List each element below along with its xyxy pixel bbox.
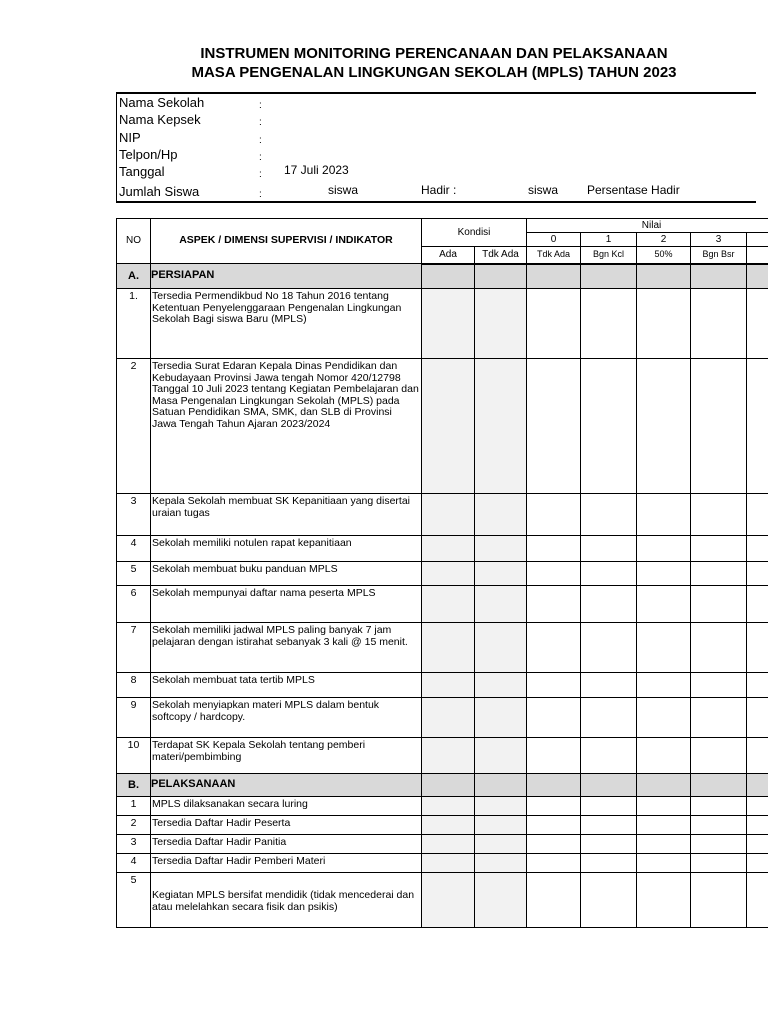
table-row [117,289,768,359]
section-title: PERSIAPAN [151,264,422,289]
cell-score-2[interactable] [637,873,691,928]
cell-score-2[interactable] [637,494,691,536]
cell-ada[interactable] [422,494,475,536]
cell-score-0[interactable] [527,586,581,623]
cell [691,774,747,797]
cell-score-0[interactable] [527,623,581,673]
score-label-1: Bgn Kcl [581,247,637,264]
cell-tdk-ada[interactable] [475,289,527,359]
cell-score-3[interactable] [691,816,747,835]
cell-score-2[interactable] [637,562,691,586]
cell-extra [747,797,768,816]
row-number: 2 [117,816,151,835]
cell-score-1[interactable] [581,623,637,673]
cell [422,264,475,289]
cell-score-0[interactable] [527,562,581,586]
score-0: 0 [527,233,581,247]
cell-score-2[interactable] [637,289,691,359]
cell-score-1[interactable] [581,289,637,359]
score-3: 3 [691,233,747,247]
title-line-1: INSTRUMEN MONITORING PERENCANAAN DAN PELAKSANAAN [200,45,668,62]
title-line-2: MASA PENGENALAN LINGKUNGAN SEKOLAH (MPLS) TAHUN 2023 [191,64,677,81]
colon: : [259,169,262,180]
cell-ada[interactable] [422,816,475,835]
table-row [117,854,768,873]
cell-score-3[interactable] [691,289,747,359]
cell-score-1[interactable] [581,816,637,835]
label-nama-kepsek: Nama Kepsek [119,112,201,127]
score-label-2: 50% [637,247,691,264]
score-2: 2 [637,233,691,247]
cell-extra [747,673,768,698]
indicator-text: Sekolah membuat buku panduan MPLS [151,562,422,586]
row-number: 9 [117,698,151,738]
cell-tdk-ada[interactable] [475,359,527,494]
label-tanggal: Tanggal [119,164,165,179]
cell-score-3[interactable] [691,586,747,623]
cell-tdk-ada[interactable] [475,835,527,854]
tanggal-value: 17 Juli 2023 [284,163,349,177]
cell-extra [747,536,768,562]
cell-tdk-ada[interactable] [475,673,527,698]
cell-ada[interactable] [422,623,475,673]
row-number: 4 [117,536,151,562]
cell-score-3[interactable] [691,698,747,738]
cell-score-3[interactable] [691,536,747,562]
indicator-text: Tersedia Surat Edaran Kepala Dinas Pendidikan dan Kebudayaan Provinsi Jawa tengah Nomor 420/12798 Tanggal 10 Juli 2023 tentang Kegiatan Pembelajaran dan Masa Pengenalan Lingkungan Sekolah (MPLS) pada Satuan Pendidikan SMA, SMK, dan SLB di Provinsi Jawa Tengah Tahun Ajaran 2023/2024 [151,359,422,494]
cell-score-0[interactable] [527,289,581,359]
indicator-text: Tersedia Permendikbud No 18 Tahun 2016 tentang Ketentuan Penyelenggaraan Pengenalan Lingkungan Sekolah Bagi siswa Baru (MPLS) [151,289,422,359]
section-code: B. [117,774,151,797]
cell-tdk-ada[interactable] [475,536,527,562]
cell-score-0[interactable] [527,673,581,698]
indicator-text: Kepala Sekolah membuat SK Kepanitiaan yang disertai uraian tugas [151,494,422,536]
cell-score-1[interactable] [581,854,637,873]
cell-extra [747,854,768,873]
indicator-text: Tersedia Daftar Hadir Panitia [151,835,422,854]
cell-extra [747,835,768,854]
cell-ada[interactable] [422,673,475,698]
header-nilai: Nilai [527,219,768,233]
cell-tdk-ada[interactable] [475,797,527,816]
siswa-label-2: siswa [528,183,559,197]
score-label-0: Tdk Ada [527,247,581,264]
cell-score-0[interactable] [527,797,581,816]
cell [527,774,581,797]
score-label-extra [747,247,768,264]
colon: : [259,152,262,163]
cell-ada[interactable] [422,536,475,562]
row-number: 5 [117,873,151,928]
cell [475,264,527,289]
cell-score-2[interactable] [637,586,691,623]
cell-extra [747,289,768,359]
cell-score-3[interactable] [691,797,747,816]
cell-score-0[interactable] [527,359,581,494]
label-jumlah-siswa: Jumlah Siswa [119,184,200,199]
cell-extra [747,816,768,835]
score-extra [747,233,768,247]
cell-score-3[interactable] [691,854,747,873]
cell-extra [747,698,768,738]
cell-score-2[interactable] [637,623,691,673]
cell-extra [747,494,768,536]
indicator-text: Sekolah memiliki jadwal MPLS paling banyak 7 jam pelajaran dengan istirahat sebanyak 3 kali @ 15 menit. [151,623,422,673]
table-row [117,835,768,854]
cell-ada[interactable] [422,738,475,774]
table-row [117,673,768,698]
cell [422,774,475,797]
cell-score-1[interactable] [581,562,637,586]
table-row [117,873,768,928]
cell-tdk-ada[interactable] [475,738,527,774]
cell-ada[interactable] [422,835,475,854]
header-aspek: ASPEK / DIMENSI SUPERVISI / INDIKATOR [151,219,422,264]
cell-score-1[interactable] [581,835,637,854]
cell-tdk-ada[interactable] [475,562,527,586]
table-row [117,586,768,623]
hadir-label: Hadir : [421,183,457,197]
cell-score-3[interactable] [691,623,747,673]
cell-ada[interactable] [422,797,475,816]
monitoring-table [116,218,768,928]
colon: : [259,135,262,146]
cell [637,264,691,289]
cell-score-3[interactable] [691,873,747,928]
table-row [117,562,768,586]
cell-score-2[interactable] [637,536,691,562]
cell-score-1[interactable] [581,673,637,698]
school-info-box [116,92,756,203]
cell-score-1[interactable] [581,797,637,816]
persentase-hadir-label: Persentase Hadir [587,183,680,197]
table-row [117,359,768,494]
header-no: NO [117,219,151,264]
cell-score-2[interactable] [637,359,691,494]
cell-score-0[interactable] [527,738,581,774]
cell-tdk-ada[interactable] [475,494,527,536]
section-code: A. [117,264,151,289]
siswa-label-1: siswa [328,183,359,197]
table-row [117,738,768,774]
cell-score-2[interactable] [637,816,691,835]
cell-score-1[interactable] [581,494,637,536]
indicator-text: Sekolah memiliki notulen rapat kepanitiaan [151,536,422,562]
cell-score-0[interactable] [527,698,581,738]
cell-score-1[interactable] [581,359,637,494]
header-kondisi: Kondisi [422,219,527,247]
cell-score-0[interactable] [527,873,581,928]
cell-extra [747,873,768,928]
section-title: PELAKSANAAN [151,774,422,797]
cell-score-1[interactable] [581,873,637,928]
table-row [117,536,768,562]
section-row-pelaksanaan [117,774,768,797]
cell-ada[interactable] [422,698,475,738]
score-1: 1 [581,233,637,247]
cell [637,774,691,797]
cell-score-2[interactable] [637,854,691,873]
row-number: 3 [117,494,151,536]
cell-score-0[interactable] [527,494,581,536]
cell-score-0[interactable] [527,835,581,854]
cell-score-0[interactable] [527,816,581,835]
cell-tdk-ada[interactable] [475,816,527,835]
cell [527,264,581,289]
header-row-1 [117,219,768,233]
cell-tdk-ada[interactable] [475,698,527,738]
indicator-text: Sekolah membuat tata tertib MPLS [151,673,422,698]
cell [747,774,768,797]
colon: : [259,100,262,111]
cell-score-3[interactable] [691,562,747,586]
indicator-text: MPLS dilaksanakan secara luring [151,797,422,816]
cell-score-1[interactable] [581,536,637,562]
header-ada: Ada [422,247,475,264]
cell-extra [747,562,768,586]
section-row-persiapan [117,264,768,289]
cell-score-2[interactable] [637,738,691,774]
table-row [117,797,768,816]
cell-score-3[interactable] [691,738,747,774]
label-nama-sekolah: Nama Sekolah [119,95,205,110]
cell-score-0[interactable] [527,854,581,873]
cell-score-1[interactable] [581,698,637,738]
cell-score-2[interactable] [637,835,691,854]
cell-tdk-ada[interactable] [475,623,527,673]
indicator-text: Tersedia Daftar Hadir Peserta [151,816,422,835]
colon: : [259,189,262,200]
cell-score-1[interactable] [581,738,637,774]
cell-ada[interactable] [422,873,475,928]
row-number: 1 [117,797,151,816]
row-number: 3 [117,835,151,854]
table-row [117,494,768,536]
cell-score-2[interactable] [637,673,691,698]
row-number: 1. [117,289,151,359]
cell-ada[interactable] [422,359,475,494]
table-row [117,623,768,673]
cell-ada[interactable] [422,289,475,359]
cell [475,774,527,797]
cell-score-3[interactable] [691,359,747,494]
row-number: 4 [117,854,151,873]
cell [581,774,637,797]
colon: : [259,117,262,128]
cell [691,264,747,289]
row-number: 2 [117,359,151,494]
cell-score-2[interactable] [637,797,691,816]
table-row [117,816,768,835]
score-label-3: Bgn Bsr [691,247,747,264]
cell-ada[interactable] [422,586,475,623]
cell-tdk-ada[interactable] [475,586,527,623]
indicator-text: Terdapat SK Kepala Sekolah tentang pemberi materi/pembimbing [151,738,422,774]
cell-extra [747,586,768,623]
row-number: 8 [117,673,151,698]
cell-score-3[interactable] [691,835,747,854]
indicator-text: Sekolah menyiapkan materi MPLS dalam bentuk softcopy / hardcopy. [151,698,422,738]
row-number: 5 [117,562,151,586]
cell-tdk-ada[interactable] [475,873,527,928]
row-number: 6 [117,586,151,623]
label-nip: NIP [119,130,141,145]
cell-ada[interactable] [422,562,475,586]
cell-score-3[interactable] [691,494,747,536]
row-number: 7 [117,623,151,673]
label-telpon: Telpon/Hp [119,147,178,162]
cell-score-0[interactable] [527,536,581,562]
cell [581,264,637,289]
row-number: 10 [117,738,151,774]
cell-score-3[interactable] [691,673,747,698]
table-row [117,698,768,738]
indicator-text: Tersedia Daftar Hadir Pemberi Materi [151,854,422,873]
cell-extra [747,623,768,673]
cell-score-2[interactable] [637,698,691,738]
cell-score-1[interactable] [581,586,637,623]
cell-ada[interactable] [422,854,475,873]
indicator-text: Kegiatan MPLS bersifat mendidik (tidak mencederai dan atau melelahkan secara fisik dan psikis) [151,873,422,928]
indicator-text: Sekolah mempunyai daftar nama peserta MPLS [151,586,422,623]
cell-tdk-ada[interactable] [475,854,527,873]
cell-extra [747,359,768,494]
header-tdk-ada: Tdk Ada [475,247,527,264]
cell [747,264,768,289]
cell-extra [747,738,768,774]
